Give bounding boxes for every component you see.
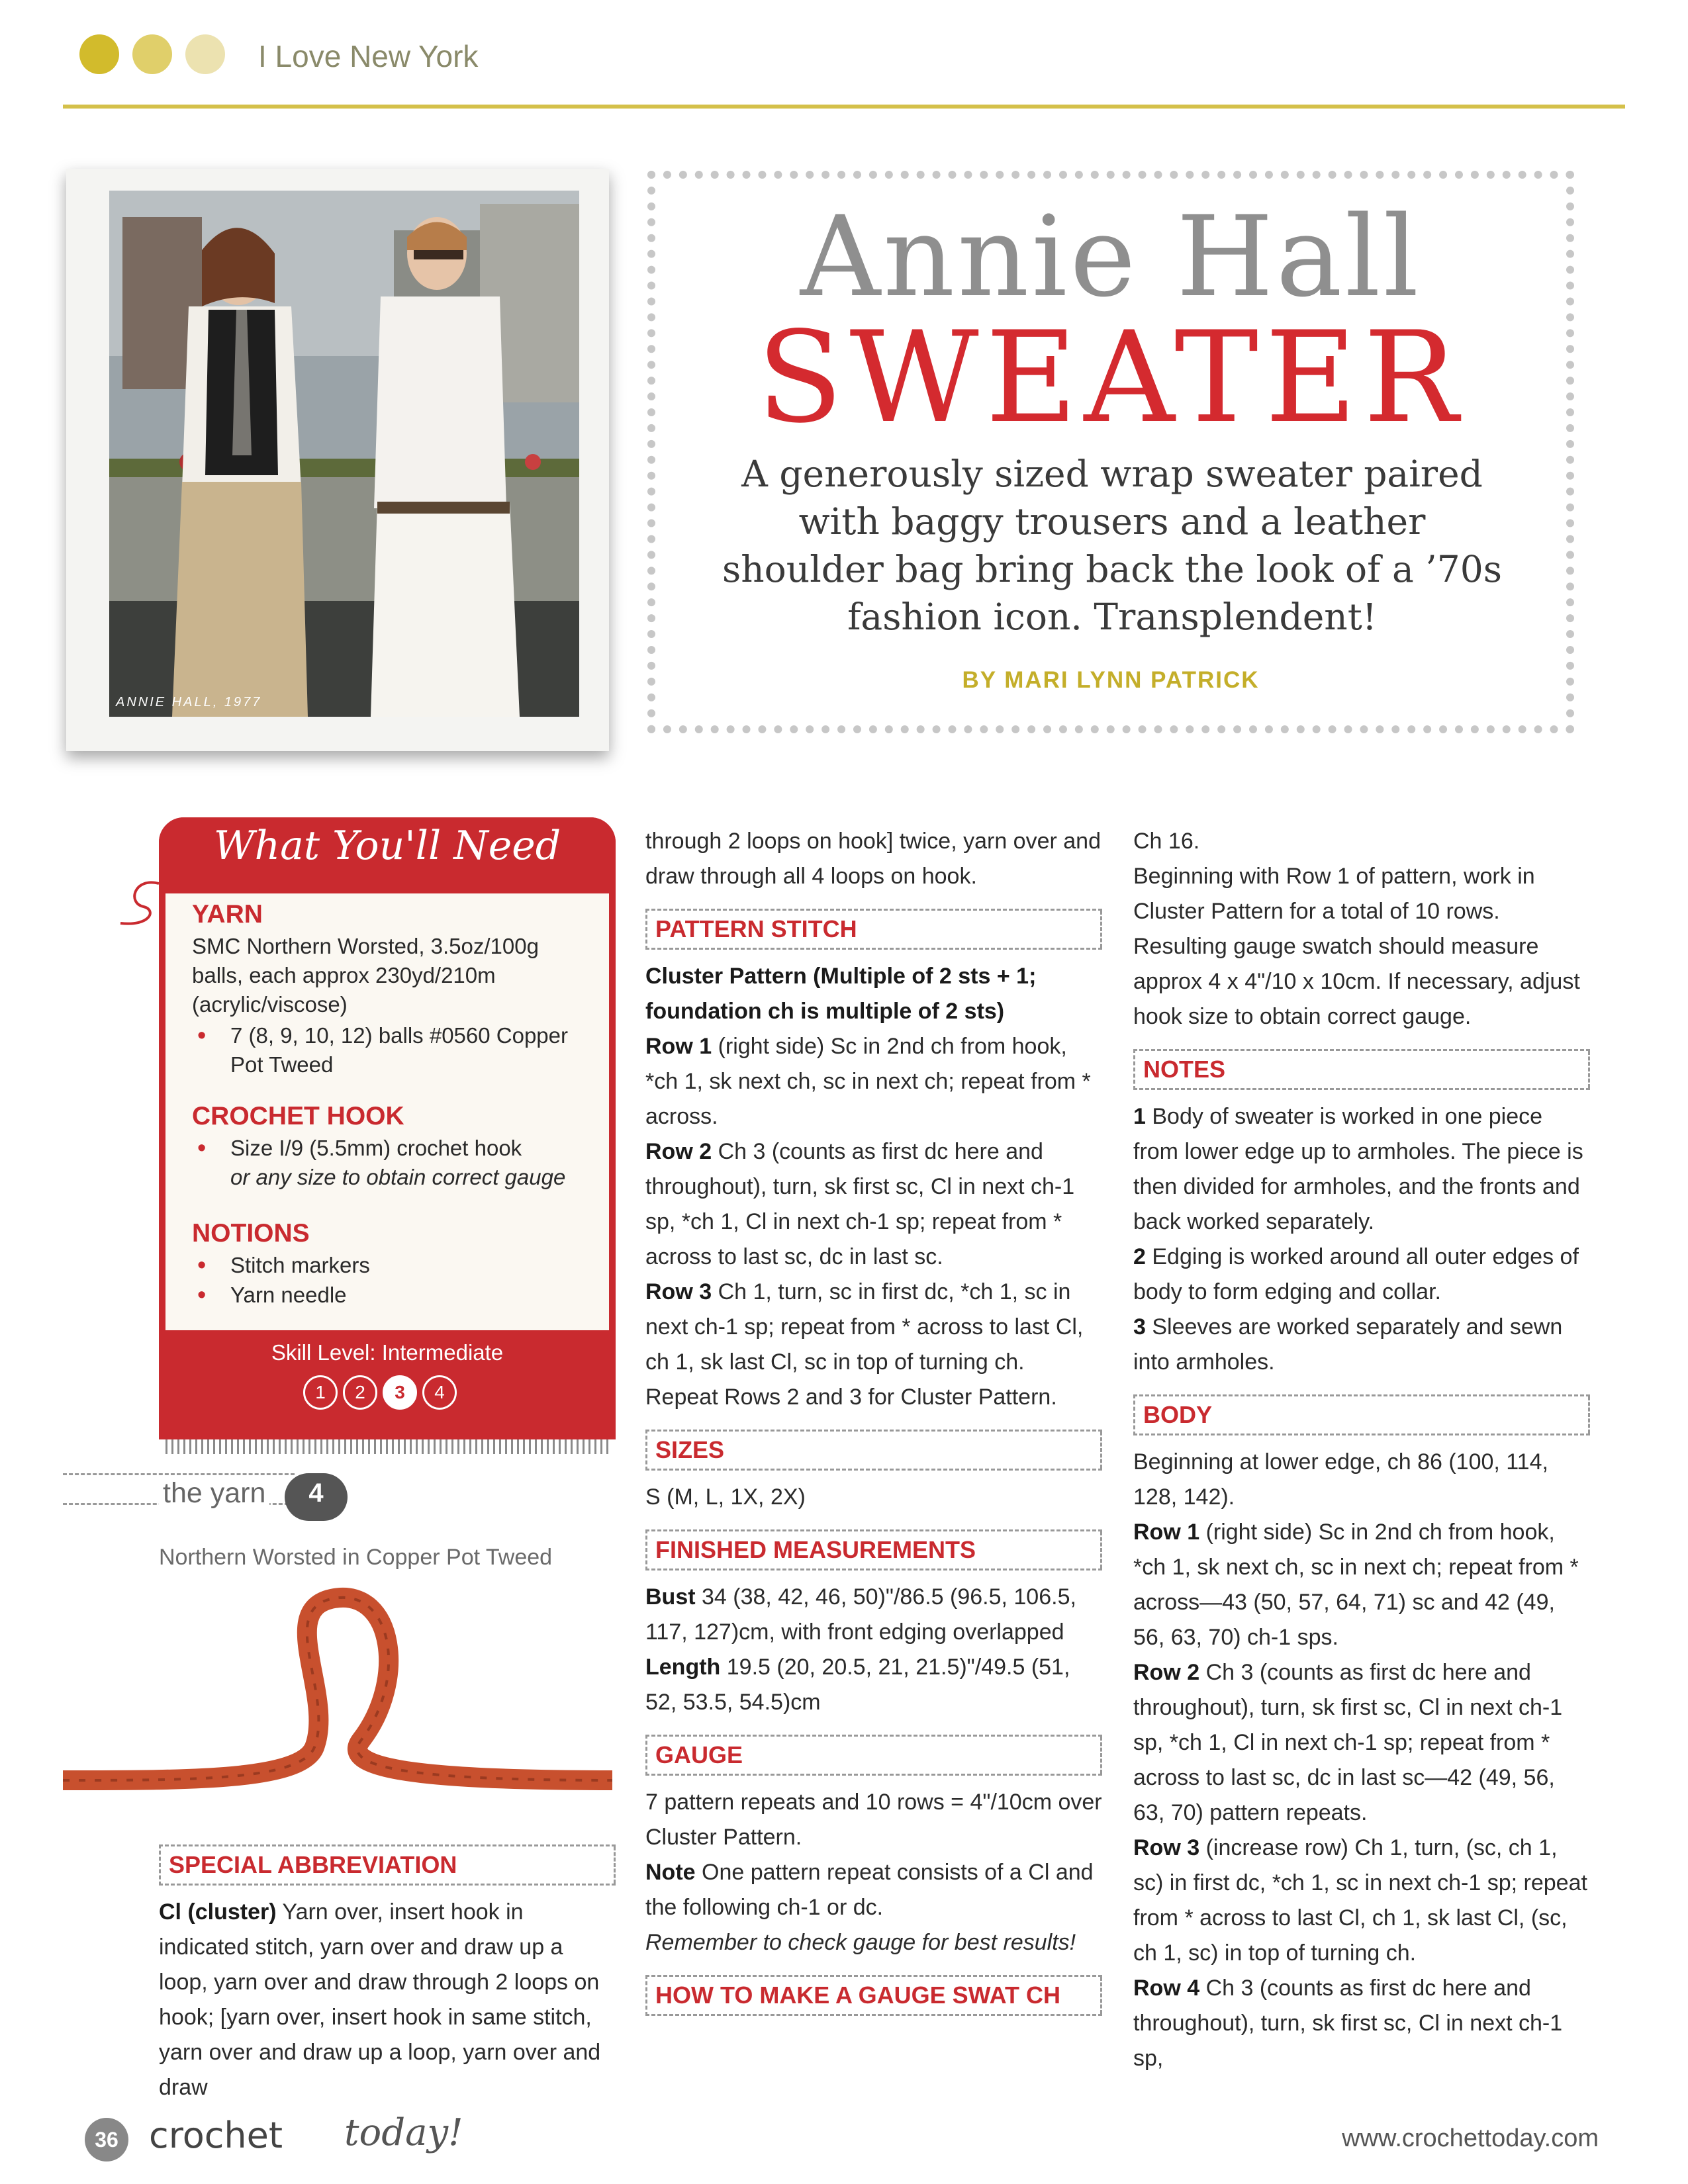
byline: BY MARI LYNN PATRICK (962, 667, 1260, 693)
note-1 (1133, 1099, 1590, 1240)
body-row-1 (1133, 1515, 1590, 1655)
body-heading: BODY (1133, 1394, 1590, 1435)
cluster-pattern-title (645, 959, 1102, 1029)
row-label: Row 1 (1133, 1520, 1200, 1545)
hook-heading: CROCHET HOOK (192, 1102, 404, 1130)
notes-heading: NOTES (1133, 1049, 1590, 1090)
bust-label: Bust (645, 1584, 696, 1610)
row-text: (increase row) Ch 1, turn, (sc, ch 1, sc) in first dc, *ch 1, sc in next ch-1 sp; repeat from * across to last Cl, ch 1, sk last Cl, (sc, ch 1, sc) in top of turning ch. (1133, 1835, 1587, 1966)
column-3 (1133, 824, 1590, 2076)
cluster-term: Cl (cluster) (159, 1899, 277, 1925)
note-text: One pattern repeat consists of a Cl and the following ch-1 or dc. (645, 1860, 1094, 1920)
note-number: 2 (1133, 1244, 1146, 1269)
yarn-heading: YARN (192, 900, 263, 929)
yarn-bullet: • 7 (8, 9, 10, 12) balls #0560 Copper Pot Tweed (230, 1021, 575, 1079)
body-row-4 (1133, 1971, 1590, 2076)
notions-yarn-needle: • Yarn needle (230, 1281, 347, 1310)
bust-measurement (645, 1580, 1102, 1650)
row-text: Ch 3 (counts as first dc here and throughout), turn, sk first sc, Cl in next ch-1 sp, *ch 1, Cl in next ch-1 sp; repeat from * across to last sc, dc in last sc. (645, 1139, 1075, 1269)
row-text: Ch 3 (counts as first dc here and throughout), turn, sk first sc, Cl in next ch-1 sp, *ch 1, Cl in next ch-1 sp; repeat from * across to last sc, dc in last sc—42 (49, 56, 63, 70) pattern repeats. (1133, 1660, 1563, 1825)
cluster-continuation: through 2 loops on hook] twice, yarn over and draw through all 4 loops on hook. (645, 829, 1101, 889)
sizes-text: S (M, L, 1X, 2X) (645, 1484, 806, 1510)
column-2 (645, 824, 1102, 2025)
note-text: Edging is worked around all outer edges of body to form edging and collar. (1133, 1244, 1579, 1304)
section-title: I Love New York (258, 39, 479, 73)
finished-measurements-heading: FINISHED MEASUREMENTS (645, 1529, 1102, 1570)
column-1 (159, 1830, 616, 2105)
note-text: Body of sweater is worked in one piece from lower edge up to armholes. The piece is then divided for armholes, and the fronts and back worked separately. (1133, 1104, 1583, 1234)
website-link[interactable]: www.crochettoday.com (1342, 2124, 1599, 2152)
note-3 (1133, 1310, 1590, 1380)
note-number: 1 (1133, 1104, 1146, 1129)
row-label: Row 1 (645, 1034, 712, 1059)
header-rule (63, 105, 1625, 109)
gauge-reminder: Remember to check gauge for best results! (645, 1930, 1076, 1955)
cluster-text: Yarn over, insert hook in indicated stitch, yarn over and draw up a loop, yarn over and draw through 2 loops on hook; [yarn over, insert hook in same stitch, yarn over and draw up a loop, yarn over and draw (159, 1899, 601, 2100)
page-number: 36 (85, 2118, 128, 2161)
row-text: (right side) Sc in 2nd ch from hook, *ch 1, sk next ch, sc in next ch; repeat from * across. (645, 1034, 1091, 1129)
gauge-text: 7 pattern repeats and 10 rows = 4"/10cm over Cluster Pattern. (645, 1790, 1102, 1850)
body-intro: Beginning at lower edge, ch 86 (100, 114, 128, 142). (1133, 1449, 1548, 1510)
yarn-label: the yarn (159, 1477, 269, 1510)
swatch-instructions: Ch 16. Beginning with Row 1 of pattern, work in Cluster Pattern for a total of 10 rows. Resulting gauge swatch should measure approx 4 x 4"/10 x 10cm. If necessary, adjust hook size to obtain correct gauge. (1133, 829, 1580, 1029)
row-label: Row 4 (1133, 1976, 1200, 2001)
yarn-scribble-icon (114, 877, 160, 936)
magazine-brand-script: today! (344, 2111, 463, 2154)
pattern-row-1 (645, 1029, 1102, 1134)
pattern-stitch-heading: PATTERN STITCH (645, 909, 1102, 950)
length-text: 19.5 (20, 20.5, 21, 21.5)"/49.5 (51, 52, 53.5, 54.5)cm (645, 1655, 1070, 1715)
row-label: Row 2 (1133, 1660, 1200, 1685)
row-label: Row 2 (645, 1139, 712, 1164)
body-row-2 (1133, 1655, 1590, 1831)
skill-level-3-active: 3 (383, 1375, 417, 1410)
what-you-need-title: What You'll Need (213, 823, 561, 869)
note-number: 3 (1133, 1314, 1146, 1340)
magazine-brand: crochet (149, 2115, 283, 2156)
note-label: Note (645, 1860, 696, 1885)
bust-text: 34 (38, 42, 46, 50)"/86.5 (96.5, 106.5, 117, 127)cm, with front edging overlapped (645, 1584, 1076, 1645)
header-dot-3 (185, 34, 225, 74)
box-fringe (165, 1439, 609, 1454)
note-text: Sleeves are worked separately and sewn into armholes. (1133, 1314, 1563, 1375)
header-dot-1 (79, 34, 119, 74)
row-label: Row 3 (645, 1279, 712, 1304)
row-label: Row 3 (1133, 1835, 1200, 1860)
skill-level-4: 4 (422, 1375, 457, 1410)
pattern-row-3 (645, 1275, 1102, 1380)
yarn-strand-image (63, 1582, 612, 1800)
pattern-row-2 (645, 1134, 1102, 1275)
skill-level-2: 2 (343, 1375, 377, 1410)
row-text: Ch 3 (counts as first dc here and throughout), turn, sk first sc, Cl in next ch-1 sp, (1133, 1976, 1563, 2071)
gauge-swatch-heading: HOW TO MAKE A GAUGE SWAT CH (645, 1975, 1102, 2016)
sizes-heading: SIZES (645, 1430, 1102, 1471)
row-text: Ch 1, turn, sc in first dc, *ch 1, sc in next ch-1 sp; repeat from * across to last Cl, ch 1, sk last Cl, sc in top of turning ch. (645, 1279, 1084, 1375)
gauge-note (645, 1855, 1102, 1925)
special-abbreviation-heading: SPECIAL ABBREVIATION (159, 1844, 616, 1886)
skill-level-label: Skill Level: Intermediate (271, 1340, 504, 1365)
notions-heading: NOTIONS (192, 1219, 310, 1248)
notions-stitch-markers: • Stitch markers (230, 1251, 370, 1280)
film-still-photo (109, 191, 579, 717)
cluster-definition (159, 1895, 616, 2105)
yarn-weight-number: 4 (308, 1479, 324, 1508)
article-title-line1: Annie Hall (800, 192, 1422, 322)
length-measurement (645, 1650, 1102, 1720)
cluster-pattern-bold: Cluster Pattern (Multiple of 2 sts + 1; foundation ch is multiple of 2 sts) (645, 964, 1037, 1024)
pattern-repeat: Repeat Rows 2 and 3 for Cluster Pattern. (645, 1385, 1057, 1410)
skill-level-1: 1 (303, 1375, 338, 1410)
hook-bullet: • Size I/9 (5.5mm) crochet hook (230, 1134, 575, 1163)
article-title-line2: SWEATER (757, 304, 1465, 451)
gauge-heading: GAUGE (645, 1735, 1102, 1776)
photo-caption: ANNIE HALL, 1977 (116, 695, 262, 709)
yarn-caption: Northern Worsted in Copper Pot Tweed (159, 1545, 553, 1570)
header-dot-2 (132, 34, 172, 74)
note-2 (1133, 1240, 1590, 1310)
length-label: Length (645, 1655, 721, 1680)
hook-gauge-note: or any size to obtain correct gauge (230, 1165, 566, 1189)
yarn-text: SMC Northern Worsted, 3.5oz/100g balls, each approx 230yd/210m (acrylic/viscose) (192, 934, 539, 1017)
article-description: A generously sized wrap sweater paired with baggy trousers and a leather shoulder bag bring back the look of a ’70s fashion icon. Transplendent! (722, 453, 1502, 638)
row-text: (right side) Sc in 2nd ch from hook, *ch 1, sk next ch, sc in next ch; repeat from * across—43 (50, 57, 64, 71) sc and 42 (49, 56, 63, 70) ch-1 sps. (1133, 1520, 1579, 1650)
body-row-3 (1133, 1831, 1590, 1971)
